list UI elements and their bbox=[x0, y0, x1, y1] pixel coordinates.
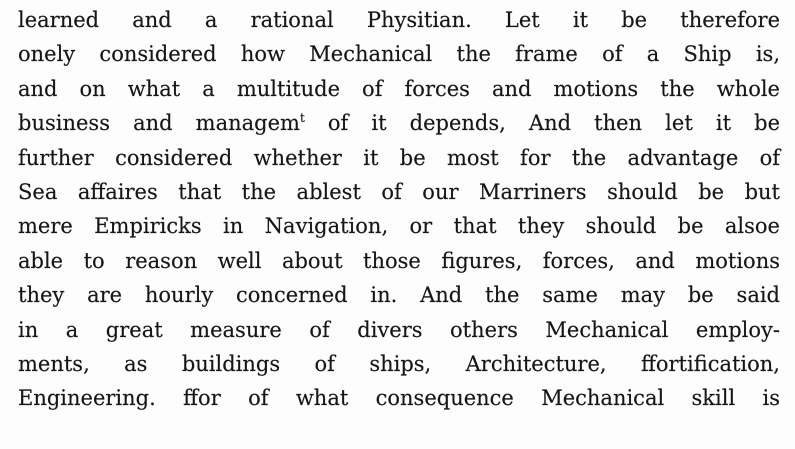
text-line: Sea affaires that the ablest of our Marriners should be but bbox=[18, 179, 780, 204]
text-line: learned and a rational Physitian. Let it be therefore bbox=[18, 8, 780, 32]
text-line: ments, as buildings of ships, Architecture, ffortification, bbox=[18, 351, 780, 376]
text-line: mere Empiricks in Navigation, or that they should be alsoe bbox=[18, 214, 780, 239]
document-text bbox=[18, 3, 780, 416]
text-line: able to reason well about those figures, forces, and motions bbox=[18, 248, 780, 273]
text-line: they are hourly concerned in. And the same may be said bbox=[18, 283, 780, 308]
text-line bbox=[18, 106, 780, 140]
text-line: and on what a multitude of forces and motions the whole bbox=[18, 76, 780, 101]
text-line: in a great measure of divers others Mechanical employ- bbox=[18, 317, 780, 342]
text-line: onely considered how Mechanical the frame of a Ship is, bbox=[18, 42, 780, 67]
text-segment: business and managem bbox=[18, 111, 300, 136]
text-line: further considered whether it be most for the advantage of bbox=[18, 145, 780, 170]
text-line: Engineering. ffor of what consequence Mechanical skill is bbox=[18, 386, 780, 411]
superscript-t: t bbox=[299, 111, 305, 126]
text-segment: of it depends, And then let it be bbox=[304, 111, 780, 136]
